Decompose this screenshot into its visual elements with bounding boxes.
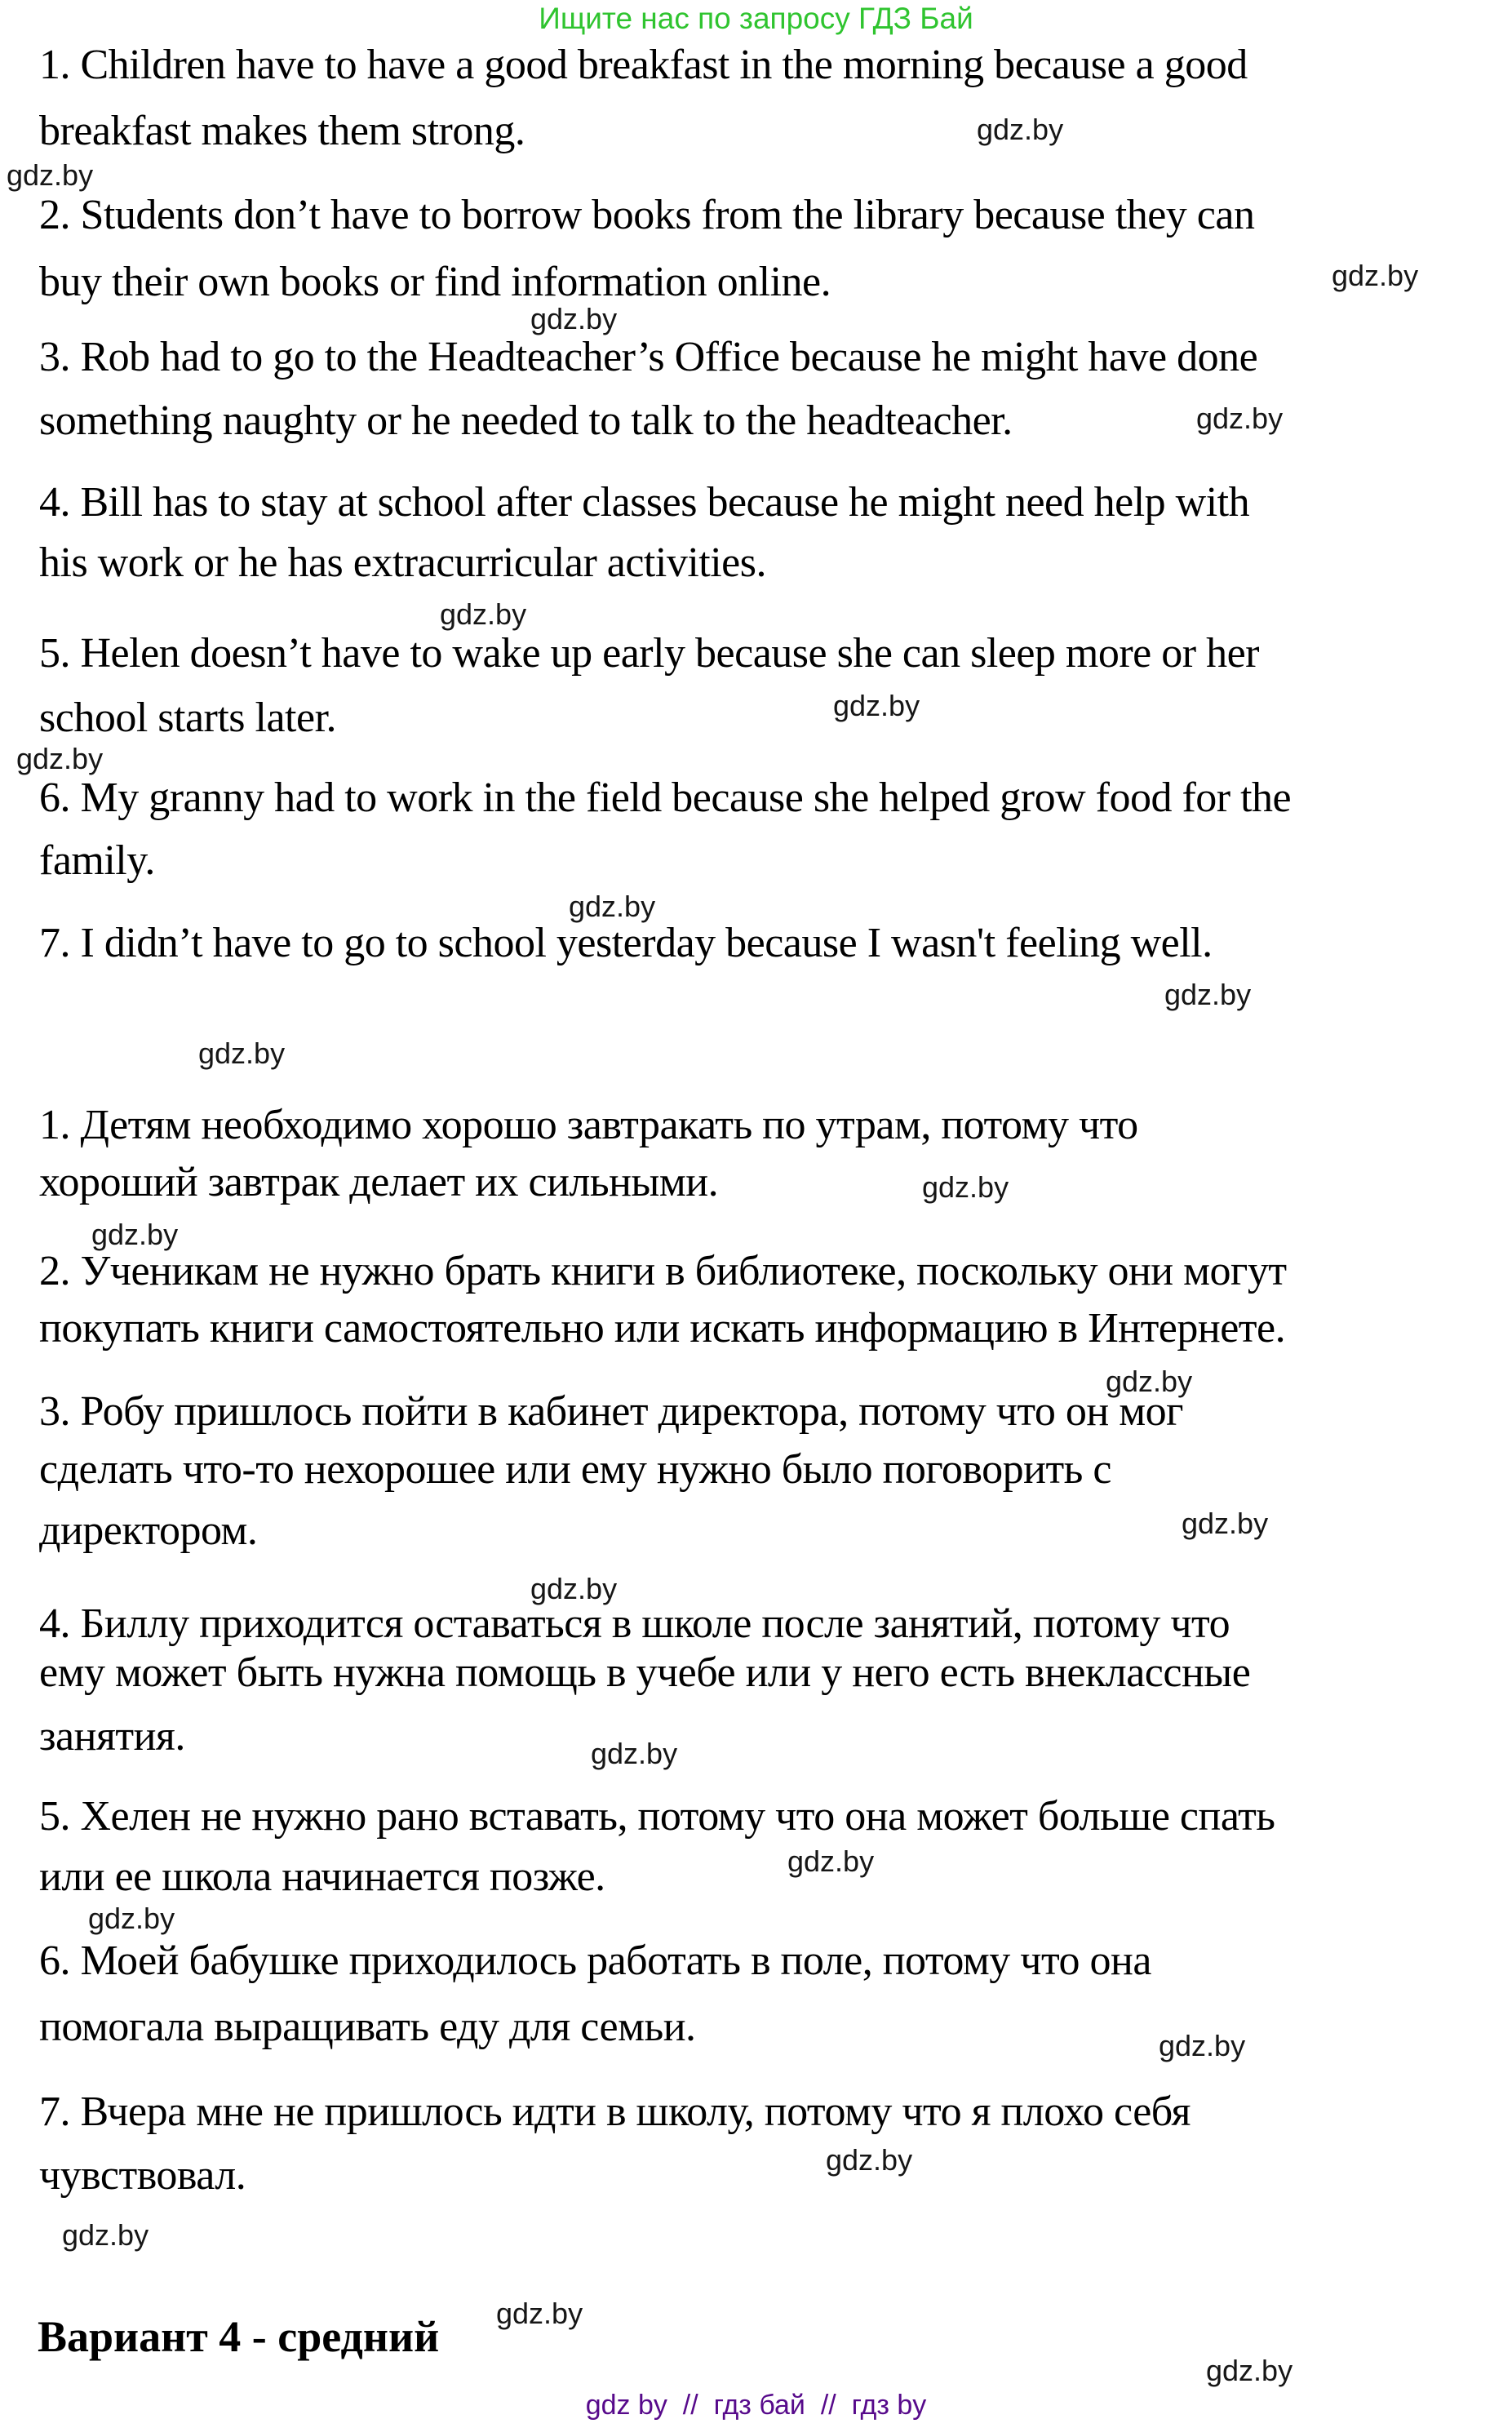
- russian-answer-line-5b: или ее школа начинается позже.: [39, 1853, 605, 1900]
- gdz-watermark: gdz.by: [496, 2297, 583, 2330]
- english-answer-line-5a: 5. Helen doesn’t have to wake up early because she can sleep more or her: [39, 630, 1259, 677]
- russian-answer-line-2b: покупать книги самостоятельно или искать информацию в Интернете.: [39, 1305, 1286, 1352]
- english-answer-line-6a: 6. My granny had to work in the field because she helped grow food for the: [39, 775, 1292, 821]
- gdz-watermark: gdz.by: [88, 1902, 175, 1935]
- gdz-watermark: gdz.by: [198, 1036, 286, 1070]
- footer-links: gdz by // гдз бай // гдз by: [585, 2390, 927, 2421]
- russian-answer-line-7a: 7. Вчера мне не пришлось идти в школу, потому что я плохо себя: [39, 2088, 1191, 2135]
- gdz-watermark: gdz.by: [1332, 259, 1419, 292]
- variant-title: Вариант 4 - средний: [38, 2312, 440, 2361]
- english-answer-line-3b: something naughty or he needed to talk to the headteacher.: [39, 397, 1013, 444]
- gdz-watermark: gdz.by: [7, 158, 94, 192]
- russian-answer-line-6a: 6. Моей бабушке приходилось работать в поле, потому что она: [39, 1938, 1151, 1984]
- russian-answer-line-6b: помогала выращивать еду для семьи.: [39, 2004, 696, 2050]
- gdz-watermark: gdz.by: [977, 113, 1064, 146]
- english-answer-line-1a: 1. Children have to have a good breakfast in the morning because a good: [39, 42, 1248, 88]
- gdz-watermark: gdz.by: [1196, 402, 1284, 435]
- gdz-watermark: gdz.by: [826, 2143, 913, 2177]
- gdz-watermark: gdz.by: [787, 1844, 875, 1878]
- russian-answer-line-5a: 5. Хелен не нужно рано вставать, потому что она может больше спать: [39, 1793, 1275, 1840]
- gdz-watermark: gdz.by: [922, 1170, 1009, 1204]
- english-answer-line-7: 7. I didn’t have to go to school yesterday because I wasn't feeling well.: [39, 920, 1213, 966]
- english-answer-line-2a: 2. Students don’t have to borrow books from the library because they can: [39, 192, 1255, 238]
- english-answer-line-5b: school starts later.: [39, 695, 337, 741]
- english-answer-line-4b: his work or he has extracurricular activities.: [39, 539, 766, 586]
- russian-answer-line-3b: сделать что-то нехорошее или ему нужно было поговорить с: [39, 1446, 1111, 1493]
- english-answer-line-2b: buy their own books or find information online.: [39, 259, 831, 305]
- russian-answer-line-1b: хороший завтрак делает их сильными.: [39, 1159, 719, 1205]
- russian-answer-line-4a: 4. Биллу приходится оставаться в школе после занятий, потому что: [39, 1600, 1230, 1647]
- english-answer-line-1b: breakfast makes them strong.: [39, 108, 525, 154]
- gdz-watermark: gdz.by: [833, 689, 920, 722]
- gdz-watermark: gdz.by: [16, 742, 104, 775]
- english-answer-line-6b: family.: [39, 837, 155, 884]
- gdz-watermark: gdz.by: [1206, 2354, 1293, 2387]
- english-answer-line-3a: 3. Rob had to go to the Headteacher’s Office because he might have done: [39, 334, 1258, 380]
- gdz-watermark: gdz.by: [530, 1572, 618, 1605]
- russian-answer-line-7b: чувствовал.: [39, 2152, 246, 2199]
- site-header-text: Ищите нас по запросу ГДЗ Бай: [539, 2, 973, 35]
- russian-answer-line-3a: 3. Робу пришлось пойти в кабинет директора, потому что он мог: [39, 1388, 1183, 1435]
- gdz-watermark: gdz.by: [1182, 1507, 1269, 1540]
- russian-answer-line-4c: занятия.: [39, 1713, 185, 1760]
- russian-answer-line-4b: ему может быть нужна помощь в учебе или у него есть внеклассные: [39, 1649, 1251, 1696]
- gdz-watermark: gdz.by: [91, 1218, 179, 1251]
- english-answer-line-4a: 4. Bill has to stay at school after classes because he might need help with: [39, 479, 1250, 526]
- gdz-watermark: gdz.by: [591, 1737, 678, 1770]
- russian-answer-line-1a: 1. Детям необходимо хорошо завтракать по утрам, потому что: [39, 1102, 1138, 1148]
- gdz-watermark: gdz.by: [1106, 1365, 1193, 1398]
- gdz-watermark: gdz.by: [530, 302, 618, 335]
- gdz-watermark: gdz.by: [62, 2218, 149, 2252]
- gdz-watermark: gdz.by: [569, 890, 656, 923]
- gdz-watermark: gdz.by: [1164, 978, 1252, 1011]
- russian-answer-line-3c: директором.: [39, 1507, 258, 1554]
- russian-answer-line-2a: 2. Ученикам не нужно брать книги в библиотеке, поскольку они могут: [39, 1248, 1287, 1294]
- gdz-watermark: gdz.by: [440, 597, 527, 631]
- gdz-watermark: gdz.by: [1159, 2029, 1246, 2062]
